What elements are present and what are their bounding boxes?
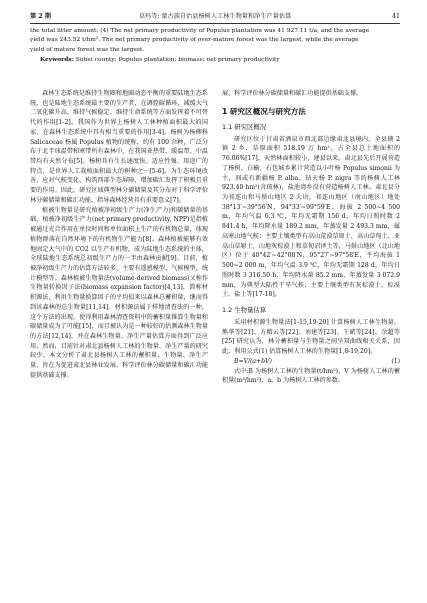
body-paragraph: 森林生态系统是维持生物圈和地圈动态平衡的重要陆地生态系统，也是陆地生态系统最主要的生产者，在调控碳循环、减缓大气二氧化碳升高、维持气候稳定、维持生命系统等方面发挥着不可替代的作用[1-2]。我国作为世界上杨树人工林种植面积最大的国家，在森林生态系统中具有相当重要的作用[3-4]。杨树为杨柳科 Salicaceae 杨属 Populus 植物的统称，约有 100 余种，广泛分布于北半球温带和寒带所有森林中，在我国亚热带、暖温带、中温带均有天然分布[5]。杨树具有生长速度快、适应性强、用途广的特点，是世界人工栽植面积最大的树种之一[5-6]。为生态环境改善、应对气候变化、构筑西部生态屏障、增加碳汇发挥了积极且重要的作用。因此，研究区域典型林分碳储量及其分布对于科学评价林分碳储量和碳汇功能、指导森林经营具有重要意义[7]。 (30, 90, 208, 204)
body-paragraph: 式中:B 为杨树人工林的生物量(t/hm²)，V 为杨树人工林的蓄积量(m³/hm²)，a、b 为杨树人工林的参数。 (222, 367, 400, 385)
equation (222, 357, 400, 367)
running-header (30, 11, 400, 24)
body-paragraph: 采用材积源生物量法[1-15,19-20] 计算杨树人工林生物量。熊华等[21]、方精云等[22]、刘建等[23]、王斌等[24]、余超等[25] 研究认为，林分蓄积量与生物量之间呈双曲线相关关系，因此，利用公式(1) 估算杨树人工林的生物量[1,8-19,20]。 (222, 318, 400, 356)
body-paragraph: 展、科学评价林分碳储量和碳汇功能提供基础支撑。 (222, 90, 363, 97)
english-abstract (30, 27, 400, 65)
equation-expression: B=V/(a+bV) (234, 357, 272, 365)
body-paragraph: 研究区位于甘肃省酒泉市西北部边缘肃北县境内，全县辖 2 镇 2 乡，草原面积 518.19 万 hm²，占全县总土地面积的 76.06%[17]，天然林面积较小，建县以来，肃北县先后开展营造了杨树、白榆、石包城乡累计营造以小叶杨 Populus simonii 为主，间或有新疆杨 P. alba、钻天杨 P. nigra 等的杨树人工林 923.40 hm²(含疏林)，盐池湾乡没有营造杨树人工林。肃北县分为祁连山和马鬃山地区 2 大块，祁连山地区（南山地区）地处 38°13′~39°56′N，94°33′~99°59′E，海拔 2 500~4 500 m，年均气温 6.3 ℃，年均无霜期 156 d，年均日照时数 2 841.4 h，年均降水量 189.2 mm，年蒸发量 2 493.3 mm，属高寒山地气候；主要土壤类型有高山荒漠草原土，高山草甸土，亚高山草原土，山地灰棕漠土和草甸沼泽土等，马鬃山地区（北山地区）位于 40°42′~42°08′N，95°27′~97°58′E，平均海拔 1 500~2 000 m，年均气温 3.9 ℃，年均无霜期 128 d，年均日照时数 3 316.50 h，年均降水量 85.2 mm，年蒸发量 3 072.9 mm，为典型大陆性干旱气候；主要土壤类型有灰棕漠土、棕漠土、盐土等[17-18]。 (222, 135, 400, 299)
subsection-heading: 1.1 研究区概况 (222, 122, 267, 131)
subsection-heading: 1.2 生物量估算 (222, 305, 267, 314)
left-column (30, 89, 208, 381)
equation-number: (1) (391, 357, 400, 365)
body-paragraph: 植被生物量是研究植被净初级生产力(净生产力)和碳储量的基础，植被净初级生产力(net primary productivity, NPP)是指植被通过光合作用在单位时间和单位面积上生产的有机物总量，体现植物群落在自然环境下的有机物生产能力[8]。森林植被能够有效地固定大气中的 CO2 以生产有机物，成为陆地生态系统的主体，全球陆地生态系统总初级生产力的一半由森林贡献[9]。目前，植被净初级生产力的估算方法较多，主要有遥感模型、气候模型、统计模型等。森林植被生物量法(volume-derived biomass)又称作生物量转换因子法(biomass expansion factor)[4,13]，简称材积源法，利用生物量换算因子的平均值来以森林总蓄积量，继而得到该森林的总生物量[11,14]。材积源法属于样地清查法的一种，这个方法的出现，使得利用森林清查资料中的蓄积量推算生物量和碳储量成为了可能[15]，而且被认为是一种较好的估测森林生物量的方法[12,14]，并在森林生物量、净生产量估算方面得到广泛应用。然而，目前针对肃北县杨树人工林的生物量、净生产量的研究较少。本文分析了肃北县杨树人工林的蓄积量、生物量、净生产量，旨在为促进肃北县林业发展、科学评价林分碳储量和碳汇功能提供基础支撑。 (30, 206, 208, 379)
keywords-text: Subei county; Populus plantation; biomass; net primary productivity (75, 56, 280, 63)
abstract-line: yield of mature forest was the largest. (30, 46, 145, 53)
section-heading: 1 研究区概况与研究方法 (222, 106, 306, 116)
right-column (222, 89, 400, 386)
issue-number: 第 2 期 (30, 13, 51, 20)
keywords-label: Keywords: (40, 55, 74, 63)
page-number: 41 (392, 13, 400, 20)
keywords (30, 55, 400, 65)
running-title: 阜玛等: 蒙古族自治县杨树人工林生物量和净生产量估算 (138, 13, 292, 20)
abstract-line: the total litter amount; (4) The net primary productivity of Populus plantation was 41 927.11 t/a, and the average (30, 28, 370, 34)
abstract-line: yield was 243.52 t/hm². The net primary productivity of over-mature forest was the largest, while the average (30, 37, 359, 44)
